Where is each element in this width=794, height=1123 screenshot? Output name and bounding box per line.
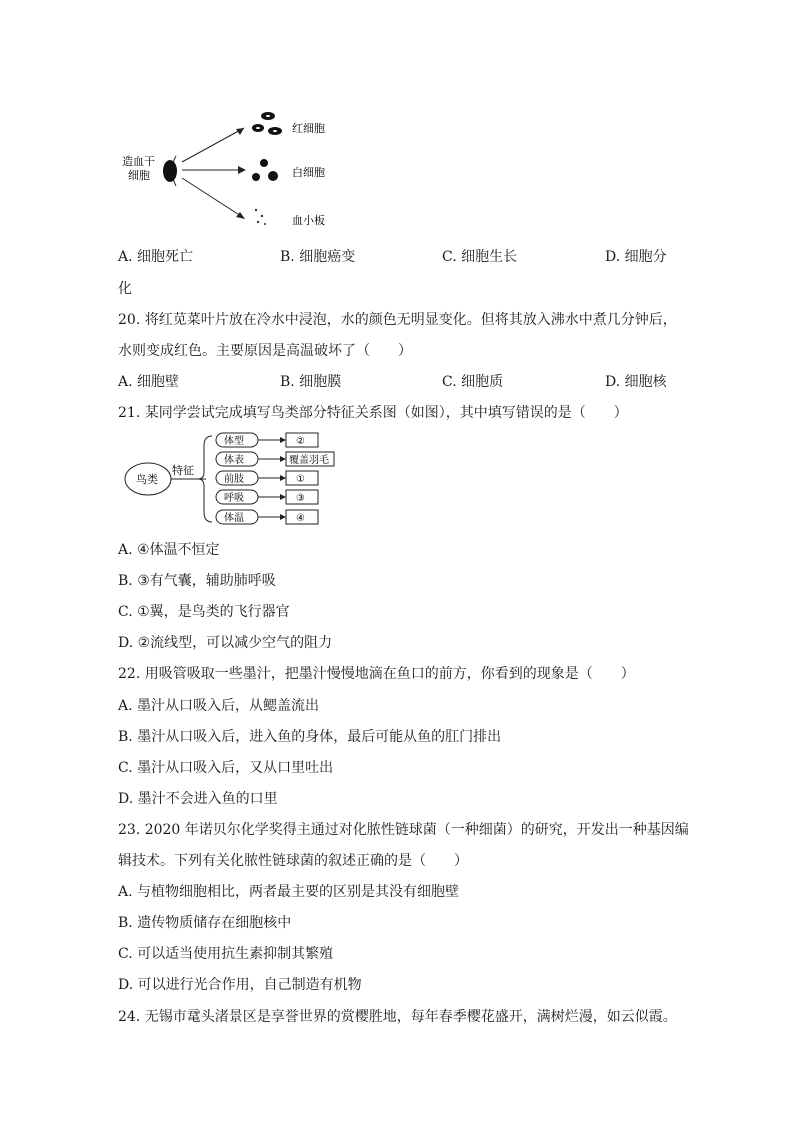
q22-option-d[interactable]: D. 墨汁不会进入鱼的口里 (118, 791, 278, 807)
feature-value-4: ③ (296, 493, 305, 504)
q19-option-b[interactable]: B. 细胞癌变 (280, 249, 356, 265)
red-blood-cells (252, 112, 282, 135)
platelet-label: 血小板 (292, 214, 325, 227)
q21-stem: 21. 某同学尝试完成填写鸟类部分特征关系图（如图），其中填写错误的是（ ） (118, 405, 628, 421)
wbc-label: 白细胞 (292, 166, 325, 179)
q21-option-b[interactable]: B. ③有气囊，辅助肺呼吸 (118, 573, 276, 589)
q20-option-a[interactable]: A. 细胞壁 (118, 374, 180, 390)
feature-key-4: 呼吸 (224, 493, 244, 504)
source-cell-label-1: 造血干 (122, 155, 155, 168)
stem-cell-diagram (118, 104, 368, 234)
q21-option-c[interactable]: C. ①翼，是鸟类的飞行器官 (118, 604, 290, 620)
feature-row-body-surface (216, 452, 334, 466)
q20-stem-line1: 20. 将红苋菜叶片放在冷水中浸泡，水的颜色无明显变化。但将其放入沸水中煮几分钟后， (118, 312, 677, 328)
feature-key-1: 体型 (224, 436, 244, 447)
q22-option-b[interactable]: B. 墨汁从口吸入后，进入鱼的身体，最后可能从鱼的肛门排出 (118, 729, 502, 745)
platelets (255, 209, 266, 225)
q22-option-a[interactable]: A. 墨汁从口吸入后，从鳃盖流出 (118, 698, 320, 714)
feature-row-forelimb (216, 471, 318, 485)
stem-cell-nucleus (163, 160, 177, 182)
q23-option-d[interactable]: D. 可以进行光合作用，自己制造有机物 (118, 977, 362, 993)
source-cell-label-2: 细胞 (128, 169, 150, 182)
features-link-label: 特征 (172, 464, 194, 477)
bird-root-label: 鸟类 (136, 473, 158, 486)
q22-stem: 22. 用吸管吸取一些墨汁，把墨汁慢慢地滴在鱼口的前方，你看到的现象是（ ） (118, 666, 635, 682)
q22-option-c[interactable]: C. 墨汁从口吸入后，又从口里吐出 (118, 760, 334, 776)
stem-cell-differentiation-figure (118, 104, 368, 234)
bird-features-svg (118, 430, 348, 530)
feature-value-2: 覆盖羽毛 (289, 455, 329, 466)
feature-key-2: 体表 (224, 455, 244, 466)
feature-row-body-shape (216, 433, 318, 447)
feature-value-1: ② (296, 436, 305, 447)
q20-option-b[interactable]: B. 细胞膜 (280, 374, 342, 390)
arrow-to-platelet (182, 178, 244, 218)
q20-stem-line2: 水则变成红色。主要原因是高温破坏了（ ） (118, 343, 412, 359)
white-blood-cells (252, 159, 278, 181)
q23-option-a[interactable]: A. 与植物细胞相比，两者最主要的区别是其没有细胞壁 (118, 884, 460, 900)
q20-option-c[interactable]: C. 细胞质 (442, 374, 504, 390)
q19-option-a[interactable]: A. 细胞死亡 (118, 249, 194, 265)
arrow-head-wbc (238, 166, 246, 174)
q23-option-c[interactable]: C. 可以适当使用抗生素抑制其繁殖 (118, 946, 334, 962)
arrow-head-platelet (236, 212, 245, 219)
feature-row-breathing (216, 490, 318, 504)
q24-stem-line1: 24. 无锡市鼋头渚景区是享誉世界的赏樱胜地，每年春季樱花盛开，满树烂漫，如云似霞。 (118, 1009, 677, 1025)
feature-key-5: 体温 (224, 513, 244, 524)
q21-option-a[interactable]: A. ④体温不恒定 (118, 542, 220, 558)
rbc-label: 红细胞 (292, 122, 325, 135)
q19-option-d-continuation: 化 (118, 281, 132, 297)
arrow-to-rbc (182, 128, 244, 162)
q21-option-d[interactable]: D. ②流线型，可以减少空气的阻力 (118, 635, 333, 651)
q20-option-d[interactable]: D. 细胞核 (605, 374, 667, 390)
bird-features-diagram (118, 430, 348, 530)
q23-option-b[interactable]: B. 遗传物质储存在细胞核中 (118, 915, 292, 931)
q19-option-d[interactable]: D. 细胞分 (605, 249, 667, 265)
feature-value-5: ④ (296, 513, 305, 524)
q19-option-c[interactable]: C. 细胞生长 (442, 249, 518, 265)
q23-stem-line2: 辑技术。下列有关化脓性链球菌的叙述正确的是（ ） (118, 853, 468, 869)
feature-value-3: ① (296, 474, 305, 485)
feature-row-body-temperature (216, 510, 318, 524)
q23-stem-line1: 23. 2020 年诺贝尔化学奖得主通过对化脓性链球菌（一种细菌）的研究，开发出一种基因编 (118, 822, 689, 838)
feature-key-3: 前肢 (224, 474, 244, 485)
